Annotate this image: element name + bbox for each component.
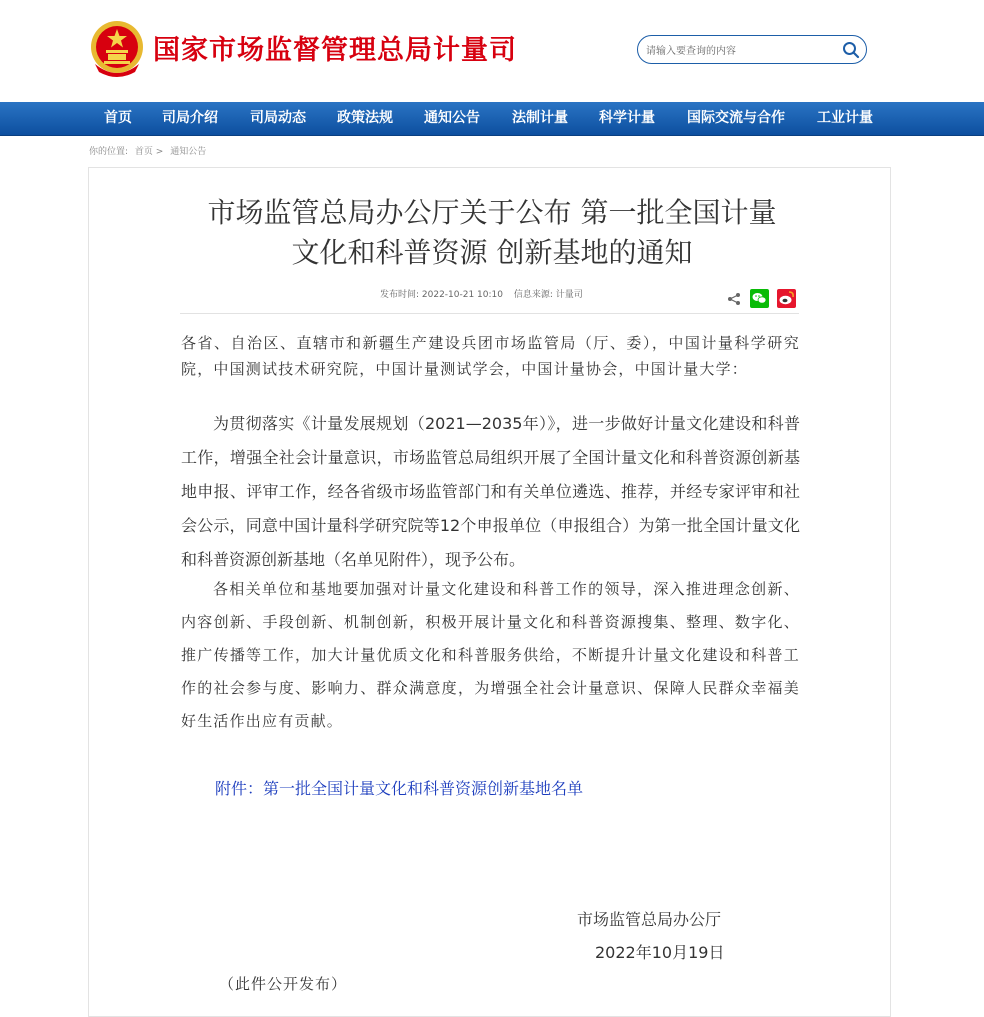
nav-item-legal-metrology[interactable]: 法制计量 (512, 110, 568, 126)
main-nav (0, 102, 984, 136)
site-title: 国家市场监督管理总局计量司 (153, 35, 517, 66)
attachment-link[interactable]: 附件：第一批全国计量文化和科普资源创新基地名单 (215, 779, 584, 798)
share-icon[interactable] (727, 292, 741, 306)
breadcrumb (89, 144, 210, 157)
public-release-note: （此件公开发布） (219, 975, 348, 993)
meta-divider (180, 313, 799, 314)
addressee-paragraph: 各省、自治区、直辖市和新疆生产建设兵团市场监管局（厅、委），中国计量科学研究院，中国测试技术研究院，中国计量测试学会，中国计量协会，中国计量大学： (181, 334, 800, 378)
search-icon[interactable] (842, 41, 860, 59)
search-input[interactable] (644, 40, 838, 62)
nav-item-policy[interactable]: 政策法规 (337, 110, 393, 126)
publish-time: 发布时间: 2022-10-21 10:10 (380, 290, 503, 300)
nav-item-international[interactable]: 国际交流与合作 (687, 110, 785, 126)
article-title-line-2: 文化和科普资源 创新基地的通知 (291, 236, 693, 269)
wechat-icon[interactable] (750, 289, 769, 308)
info-source: 信息来源: 计量司 (513, 290, 583, 300)
breadcrumb-prefix: 你的位置: (89, 147, 129, 157)
national-emblem-icon (89, 20, 145, 78)
article-meta (380, 287, 591, 300)
search-box (637, 35, 867, 64)
nav-item-news[interactable]: 司局动态 (250, 110, 306, 126)
breadcrumb-notices-link[interactable]: 通知公告 (170, 147, 207, 157)
article-title-line-1: 市场监管总局办公厅关于公布 第一批全国计量 (207, 196, 777, 229)
breadcrumb-home-link[interactable]: 首页 > (134, 147, 164, 157)
nav-item-home[interactable]: 首页 (104, 110, 132, 126)
body-paragraph-1: 为贯彻落实《计量发展规划（2021—2035年）》，进一步做好计量文化建设和科普工作，增强全社会计量意识，市场监管总局组织开展了全国计量文化和科普资源创新基地申报、评审工作，经各省级市场监管部门和有关单位遴选、推荐，并经专家评审和社会公示，同意中国计量科学研究院等12个申报单位（申报组合）为第一批全国计量文化和科普资源创新基地（名单见附件），现予公布。 (181, 414, 800, 569)
site-header (0, 0, 984, 102)
issuer-signature: 市场监管总局办公厅 (577, 910, 722, 929)
weibo-icon[interactable] (777, 289, 796, 308)
issue-date: 2022年10月19日 (595, 943, 725, 962)
article-title (92, 193, 892, 273)
body-paragraph-2: 各相关单位和基地要加强对计量文化建设和科普工作的领导，深入推进理念创新、内容创新、手段创新、机制创新，积极开展计量文化和科普资源搜集、整理、数字化、推广传播等工作，加大计量优质文化和科普服务供给，不断提升计量文化建设和科普工作的社会参与度、影响力、群众满意度，为增强全社会计量意识、保障人民群众幸福美好生活作出应有贡献。 (181, 580, 800, 730)
nav-item-notices[interactable]: 通知公告 (424, 110, 480, 126)
nav-item-about[interactable]: 司局介绍 (162, 110, 218, 126)
nav-item-scientific-metrology[interactable]: 科学计量 (599, 110, 655, 126)
nav-item-industrial-metrology[interactable]: 工业计量 (817, 110, 873, 126)
